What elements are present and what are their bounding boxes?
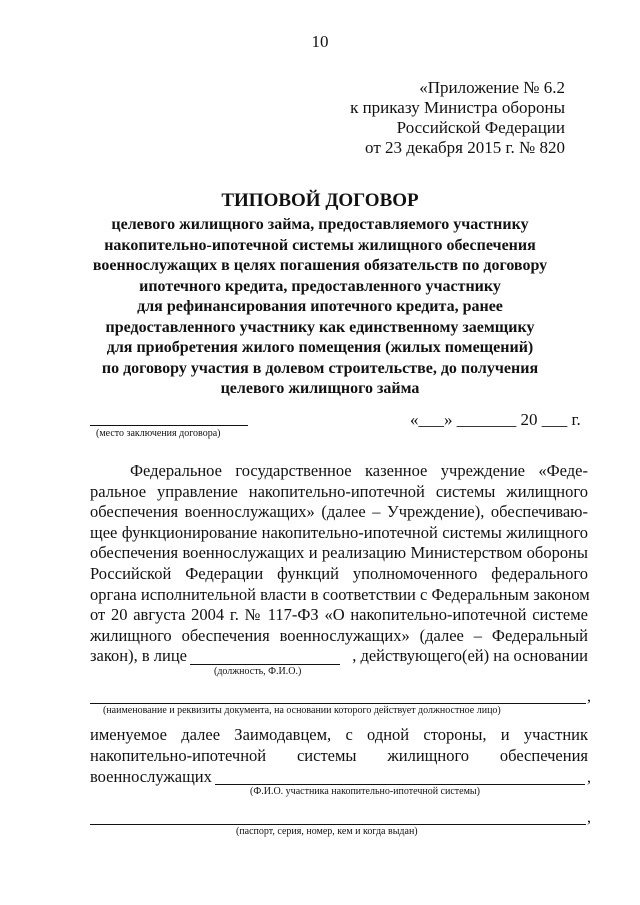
date-blank: «___» _______ 20 ___ г. xyxy=(410,410,581,429)
body-line: накопительно-ипотечной системы жилищного обеспечения xyxy=(90,745,588,765)
appendix-reference xyxy=(340,78,565,158)
subtitle-line: военнослужащих в целях погашения обязательств по договору xyxy=(92,257,548,274)
passport-blank-line xyxy=(90,824,586,825)
participant-caption: (Ф.И.О. участника накопительно-ипотечной системы) xyxy=(250,786,480,797)
document-caption: (наименование и реквизиты документа, на основании которого действует должностное лицо) xyxy=(103,705,501,716)
passport-caption: (паспорт, серия, номер, кем и когда выдан) xyxy=(236,826,418,837)
appendix-line: Российской Федерации xyxy=(396,118,565,137)
body-line: обеспечения военнослужащих» (далее – Учреждение), обеспечиваю- xyxy=(90,502,588,522)
participant-prefix: военнослужащих xyxy=(90,767,212,786)
body-line: Федеральное государственное казенное учреждение «Феде- xyxy=(130,461,588,480)
comma: , xyxy=(587,769,591,786)
subtitle-line: для рефинансирования ипотечного кредита, ранее xyxy=(137,298,503,315)
body-line: ральное управление накопительно-ипотечной системы жилищного xyxy=(90,481,588,501)
body-line: от 20 августа 2004 г. № 117-ФЗ «О накопительно-ипотечной системе xyxy=(90,605,588,625)
document-subtitle xyxy=(80,215,560,400)
page-number: 10 xyxy=(311,32,329,51)
subtitle-line: по договору участия в долевом строительстве, до получения xyxy=(101,359,539,377)
subtitle-line: целевого жилищного займа, предоставляемого участнику xyxy=(111,216,529,233)
appendix-line: от 23 декабря 2015 г. № 820 xyxy=(365,138,565,157)
document-blank-line xyxy=(90,703,586,704)
in-person-prefix: закон), в лице xyxy=(90,646,187,665)
body-line: обеспечения военнослужащих и реализацию Министерством обороны xyxy=(90,543,588,563)
parties-paragraph xyxy=(90,725,588,766)
preamble-paragraph xyxy=(90,461,588,646)
position-blank-line xyxy=(190,664,340,665)
comma: , xyxy=(587,809,591,826)
in-person-suffix: , действующего(ей) на основании xyxy=(352,646,588,665)
subtitle-line: целевого жилищного займа xyxy=(220,380,420,397)
body-line: органа исполнительной власти в соответствии с Федеральным законом xyxy=(90,584,590,604)
body-line: Российской Федерации функций уполномоченного федерального xyxy=(90,563,588,583)
place-caption: (место заключения договора) xyxy=(96,428,221,439)
participant-blank-line xyxy=(215,784,585,785)
comma: , xyxy=(587,688,591,705)
appendix-line: к приказу Министра обороны xyxy=(350,98,565,117)
subtitle-line: ипотечного кредита, предоставленного участнику xyxy=(139,277,501,295)
place-blank-line xyxy=(90,425,248,426)
document-title: ТИПОВОЙ ДОГОВОР xyxy=(221,190,419,211)
body-line: именуемое далее Заимодавцем, с одной стороны, и участник xyxy=(90,725,588,744)
subtitle-line: для приобретения жилого помещения (жилых помещений) xyxy=(106,339,534,356)
body-line: жилищного обеспечения военнослужащих» (далее – Федеральный xyxy=(90,625,588,645)
appendix-line: «Приложение № 6.2 xyxy=(419,78,565,97)
subtitle-line: накопительно-ипотечной системы жилищного обеспечения xyxy=(104,236,536,254)
subtitle-line: предоставленного участнику как единственному заемщику xyxy=(105,318,535,336)
body-line: щее функционирование накопительно-ипотечной системы жилищного xyxy=(90,522,588,542)
position-caption: (должность, Ф.И.О.) xyxy=(214,666,302,677)
